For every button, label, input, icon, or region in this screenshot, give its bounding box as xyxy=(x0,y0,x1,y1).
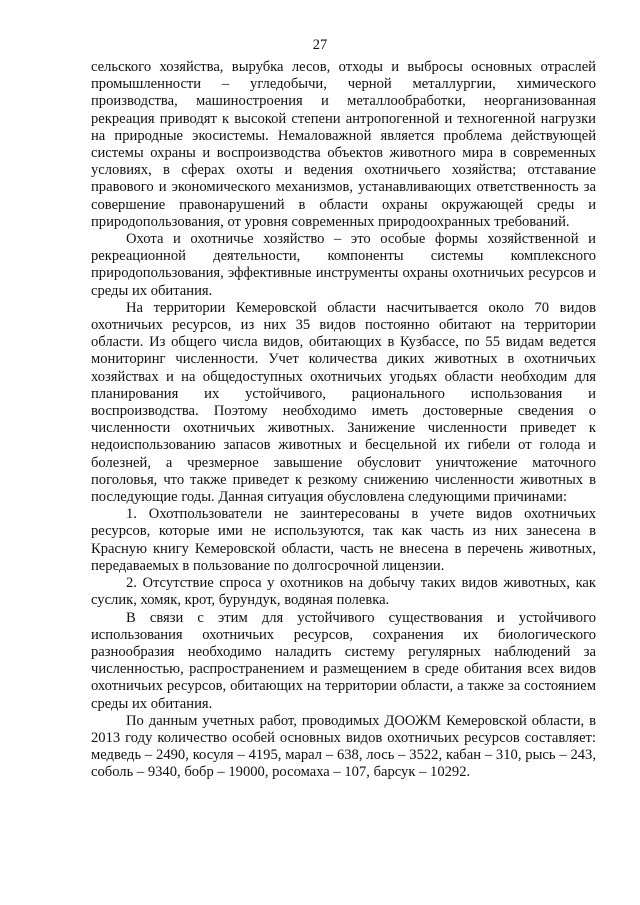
page-body xyxy=(91,59,596,782)
paragraph-survey-results: По данным учетных работ, проводимых ДООЖМ Кемеровской области, в 2013 году количество особей основных видов охотничьих ресурсов составляет: медведь – 2490, косуля – 4195, марал – 638, лось – 3522, кабан – 310, рысь – 243, соболь – 9340, бобр – 19000, росомаха – 107, барсук – 10292. xyxy=(91,712,596,781)
paragraph-monitoring-need: В связи с этим для устойчивого существования и устойчивого использования охотничьих ресурсов, сохранения их биологического разнообразия необходимо наладить систему регулярных наблюдений за численностью, распространением и размещением в среде обитания всех видов охотничьих ресурсов, обитающих на территории области, а также за состоянием среды их обитания. xyxy=(91,609,596,712)
paragraph-reason-1: 1. Охотпользователи не заинтересованы в учете видов охотничьих ресурсов, которые ими не используются, так как часть из них занесена в Красную книгу Кемеровской области, часть не внесена в перечень животных, передаваемых в пользование по долгосрочной лицензии. xyxy=(91,506,596,574)
paragraph-hunting-definition: Охота и охотничье хозяйство – это особые формы хозяйственной и рекреационной деятельности, компоненты системы комплексного природопользования, эффективные инструменты охраны охотничьих ресурсов и среды их обитания. xyxy=(91,231,596,299)
paragraph-continuation: сельского хозяйства, вырубка лесов, отходы и выбросы основных отраслей промышленности – угледобычи, черной металлургии, химического производства, машиностроения и металлообработки, неорганизованная рекреация приводят к высокой степени антропогенной и техногенной нагрузки на природные экосистемы. Немаловажной является проблема действующей системы охраны и воспроизводства объектов животного мира в современных условиях, в сферах охоты и ведения охотничьего хозяйства; отставание правового и экономического механизмов, устанавливающих ответственность за совершение правонарушений в области охраны окружающей среды и природопользования, от уровня современных природоохранных требований. xyxy=(91,59,596,230)
page-number: 27 xyxy=(312,37,328,53)
paragraph-reason-2: 2. Отсутствие спроса у охотников на добычу таких видов животных, как суслик, хомяк, крот, бурундук, водяная полевка. xyxy=(91,575,596,609)
paragraph-hunting-resources-count: На территории Кемеровской области насчитывается около 70 видов охотничьих ресурсов, из них 35 видов постоянно обитают на территории области. Из общего числа видов, обитающих в Кузбассе, по 55 видам ведется мониторинг численности. Учет количества диких животных в охотничьих хозяйствах и на общедоступных охотничьих угодьях области необходим для планирования их устойчивого, рационального использования и воспроизводства. Поэтому необходимо иметь достоверные сведения о численности охотничьих животных. Занижение численности приведет к недоиспользованию запасов животных и бесцельной их гибели от голода и болезней, а чрезмерное завышение обусловит уничтожение маточного поголовья, что также приведет к резкому снижению численности животных в последующие годы. Данная ситуация обусловлена следующими причинами: xyxy=(91,299,596,506)
